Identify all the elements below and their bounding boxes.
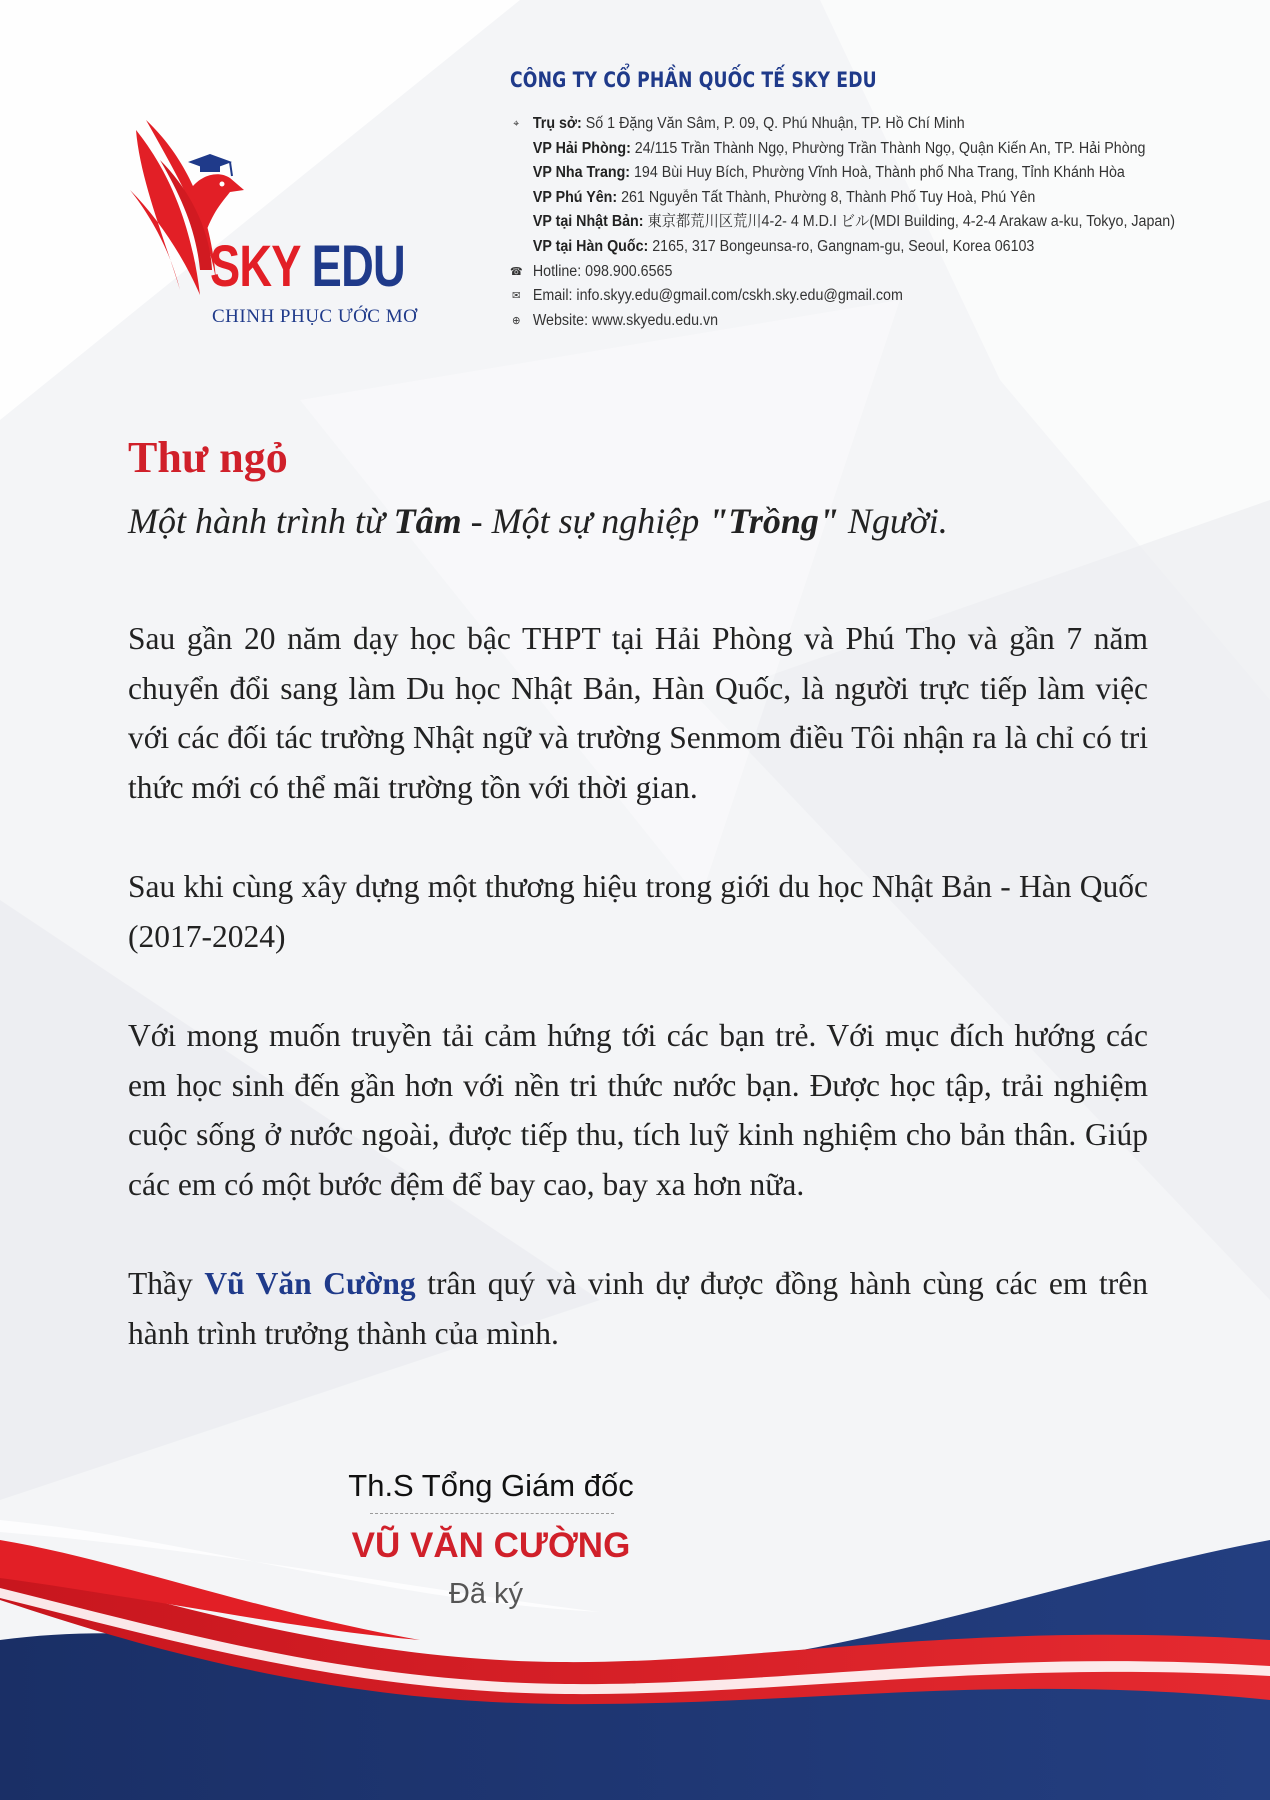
subheading-part: Một hành trình từ [128,501,394,541]
contact-label: VP tại Hàn Quốc: [532,237,649,255]
contact-value: Số 1 Đặng Văn Sâm, P. 09, Q. Phú Nhuận, TP. Hồ Chí Minh [581,115,965,132]
letter-paragraph-4 [128,1259,1148,1358]
letter-paragraph-3: Với mong muốn truyền tải cảm hứng tới các bạn trẻ. Với mục đích hướng các em học sinh đến gần hơn với nền tri thức nước bạn. Được học tập, trải nghiệm cuộc sống ở nước ngoài, được tiếp thu, tích luỹ kinh nghiệm cho bản thân. Giúp các em có một bước đệm để bay cao, bay xa hơn nữa. [128,1018,1148,1202]
email-text: Email: info.skyy.edu@gmail.com/cskh.sky.edu@gmail.com [532,287,903,305]
contact-line-japan [508,210,1207,235]
contact-line-email [508,284,1207,309]
email-icon: ✉ [512,290,521,303]
company-name: CÔNG TY CỔ PHẦN QUỐC TẾ SKY EDU [510,68,877,92]
contact-line-phu-yen [508,186,1207,211]
contact-list [508,112,1268,333]
letter-paragraph-1: Sau gần 20 năm dạy học bậc THPT tại Hải Phòng và Phú Thọ và gần 7 năm chuyển đổi sang làm Du học Nhật Bản, Hàn Quốc, là người trực tiếp làm việc với các đối tác trường Nhật ngữ và trường Senmom điều Tôi nhận ra là chỉ có tri thức mới có thể mãi trường tồn với thời gian. [128,621,1148,805]
phone-icon: ☎ [509,265,523,278]
signature-title: Th.S Tổng Giám đốc [348,1468,634,1503]
signature-divider [370,1513,614,1514]
logo-edu-text: EDU [311,234,405,299]
contact-value: 24/115 Trần Thành Ngọ, Phường Trần Thành Ngọ, Quận Kiến An, TP. Hải Phòng [630,139,1146,157]
subheading-part: - Một sự nghiệp [461,501,709,541]
contact-value: 194 Bùi Huy Bích, Phường Vĩnh Hoà, Thành phố Nha Trang, Tỉnh Khánh Hòa [630,164,1125,182]
globe-icon: ⊕ [512,314,521,327]
contact-label: VP Nha Trang: [532,164,631,182]
contact-line-head-office [508,112,1207,137]
teacher-name: Vũ Văn Cường [204,1266,416,1301]
contact-label: VP Phú Yên: [532,188,618,206]
contact-label: VP Hải Phòng: [532,139,631,157]
letter-subheading [128,500,948,542]
contact-line-website [508,309,1207,334]
signature-status: Đã ký [448,1578,524,1610]
contact-label: Trụ sở: [532,115,582,132]
contact-value: 東京都荒川区荒川4-2- 4 M.D.I ビル(MDI Building, 4-2-4 Arakaw a-ku, Tokyo, Japan) [643,213,1175,231]
paragraph-text: trân quý và vinh dự được đồng hành cùng các em trên hành trình trưởng thành của mình. [128,1266,1148,1351]
contact-label: VP tại Nhật Bản: [532,213,644,231]
logo-wordmark [210,234,405,299]
hotline-text: Hotline: 098.900.6565 [532,262,673,280]
subheading-emphasis: Tâm [393,501,462,541]
subheading-emphasis: "Trồng" [708,501,839,541]
contact-value: 2165, 317 Bongeunsa-ro, Gangnam-gu, Seoul, Korea 06103 [648,237,1035,255]
website-text: Website: www.skyedu.edu.vn [532,311,719,329]
location-pin-icon: ⌖ [513,118,520,130]
logo-sky-text: SKY [210,234,300,299]
letter-paragraph-2: Sau khi cùng xây dựng một thương hiệu trong giới du học Nhật Bản - Hàn Quốc (2017-2024) [128,869,1148,954]
paragraph-text: Thầy [128,1266,205,1301]
contact-line-hai-phong [508,137,1207,162]
signature-name: VŨ VĂN CƯỜNG [351,1526,631,1565]
contact-value: 261 Nguyễn Tất Thành, Phường 8, Thành Phố Tuy Hoà, Phú Yên [617,188,1036,206]
subheading-part: Người. [838,501,948,541]
letter-heading: Thư ngỏ [128,433,288,482]
contact-line-korea [508,235,1207,260]
contact-line-nha-trang [508,161,1207,186]
logo-tagline: CHINH PHỤC ƯỚC MƠ [212,306,418,327]
sky-edu-logo [130,120,418,340]
contact-line-hotline [508,260,1207,285]
